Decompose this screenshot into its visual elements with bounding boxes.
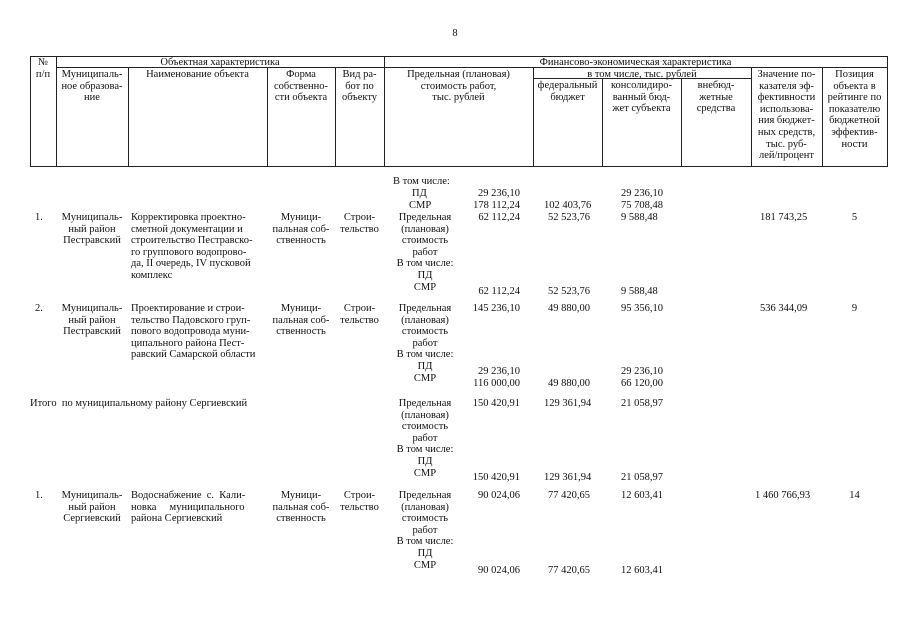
total-federal: 129 361,94 — [544, 398, 592, 409]
total-smr-consolidated: 21 058,97 — [621, 472, 663, 483]
row-federal: 77 420,65 — [548, 490, 590, 501]
top-smr-fed: 102 403,76 — [544, 200, 592, 211]
row-cost-label: Предельная (плановая) стоимость работ В том числе: ПД СМР — [396, 490, 454, 571]
row-work-type: Строи- тельство — [340, 212, 379, 235]
row-federal: 49 880,00 — [548, 303, 590, 314]
row-position: 9 — [851, 303, 858, 314]
header-object-characteristic: Объектная характеристика — [160, 57, 280, 68]
row-efficiency: 536 344,09 — [760, 303, 808, 314]
row-cost-label: Предельная (плановая) стоимость работ В том числе: ПД СМР — [396, 303, 454, 384]
row-municipality: Муниципаль- ный район Сергиевский — [61, 490, 123, 525]
header-ownership: Форма собственно- сти объекта — [273, 69, 329, 104]
row-smr-total: 62 112,24 — [478, 286, 520, 297]
row-position: 5 — [851, 212, 858, 223]
top-smr-total: 178 112,24 — [473, 200, 520, 211]
row-smr-total: 90 024,06 — [478, 565, 520, 576]
header-incl: в том числе, тыс. рублей — [587, 69, 697, 80]
row-consolidated: 9 588,48 — [621, 212, 658, 223]
row-municipality: Муниципаль- ный район Пестравский — [61, 212, 123, 247]
page-number: 8 — [452, 28, 458, 39]
row-efficiency: 1 460 766,93 — [755, 490, 811, 501]
row-efficiency: 181 743,25 — [760, 212, 808, 223]
total-label: Итого по муниципальному району Сергиевский — [30, 398, 248, 409]
row-smr-federal: 77 420,65 — [548, 565, 590, 576]
row-consolidated: 12 603,41 — [621, 490, 663, 501]
row-object-name: Проектирование и строи- тельство Падовского груп- пового водопровода муни- ципального района Пест- равский Самарской области — [131, 303, 256, 361]
row-smr-federal: 52 523,76 — [548, 286, 590, 297]
row-pd-total: 29 236,10 — [478, 366, 520, 377]
row-smr-consolidated: 9 588,48 — [621, 286, 658, 297]
total-consolidated: 21 058,97 — [621, 398, 663, 409]
row-num: 2. — [35, 303, 43, 314]
header-financial-characteristic: Финансово-экономическая характеристика — [539, 57, 732, 68]
header-object-name: Наименование объекта — [146, 69, 249, 80]
row-federal: 52 523,76 — [548, 212, 590, 223]
top-smr-cons: 75 708,48 — [621, 200, 663, 211]
header-efficiency: Значение по- казателя эф- фективности использова- ния бюджет- ных средств, тыс. руб- лей/процент — [757, 69, 816, 162]
total-smr-federal: 129 361,94 — [544, 472, 592, 483]
header-cost: Предельная (плановая) стоимость работ, тыс. рублей — [407, 69, 510, 104]
header-num: № п/п — [35, 57, 51, 80]
header-work-type: Вид ра- бот по объекту — [341, 69, 378, 104]
row-municipality: Муниципаль- ный район Пестравский — [61, 303, 123, 338]
row-cost-label: Предельная (плановая) стоимость работ В том числе: ПД СМР — [396, 212, 454, 293]
row-total: 62 112,24 — [478, 212, 520, 223]
row-object-name: Корректировка проектно- сметной документации и строительство Пестравско- го группового водопрово- да, II очередь, IV пусковой комплекс — [131, 212, 253, 281]
top-pd-label: ПД — [412, 188, 427, 199]
row-work-type: Строи- тельство — [340, 303, 379, 326]
row-num: 1. — [35, 212, 43, 223]
row-smr-consolidated: 12 603,41 — [621, 565, 663, 576]
header-federal: федеральный бюджет — [537, 80, 598, 103]
row-consolidated: 95 356,10 — [621, 303, 663, 314]
row-smr-consolidated: 66 120,00 — [621, 378, 663, 389]
header-municipality: Муниципаль- ное образова- ние — [61, 69, 123, 104]
total-cost-label: Предельная (плановая) стоимость работ В том числе: ПД СМР — [396, 398, 454, 479]
header-consolidated: консолидиро- ванный бюд- жет субъекта — [610, 80, 673, 115]
row-ownership: Муници- пальная соб- ственность — [272, 303, 330, 338]
row-work-type: Строи- тельство — [340, 490, 379, 513]
row-smr-total: 116 000,00 — [473, 378, 520, 389]
top-pd-cons: 29 236,10 — [621, 188, 663, 199]
row-smr-federal: 49 880,00 — [548, 378, 590, 389]
total-total: 150 420,91 — [472, 398, 520, 409]
total-smr-total: 150 420,91 — [472, 472, 520, 483]
top-smr-label: СМР — [409, 200, 432, 211]
row-ownership: Муници- пальная соб- ственность — [272, 490, 330, 525]
header-offbudget: внебюд- жетные средства — [696, 80, 736, 115]
header-position: Позиция объекта в рейтинге по показателю бюджетной эффектив- ности — [827, 69, 882, 150]
row-total: 145 236,10 — [472, 303, 520, 314]
top-incl-label: В том числе: — [393, 176, 450, 187]
row-num: 1. — [35, 490, 43, 501]
top-pd-total: 29 236,10 — [478, 188, 520, 199]
row-position: 14 — [849, 490, 860, 501]
row-total: 90 024,06 — [478, 490, 520, 501]
row-object-name: Водоснабжение с. Кали- новка муниципального района Сергиевский — [131, 490, 246, 525]
row-ownership: Муници- пальная соб- ственность — [272, 212, 330, 247]
row-pd-consolidated: 29 236,10 — [621, 366, 663, 377]
